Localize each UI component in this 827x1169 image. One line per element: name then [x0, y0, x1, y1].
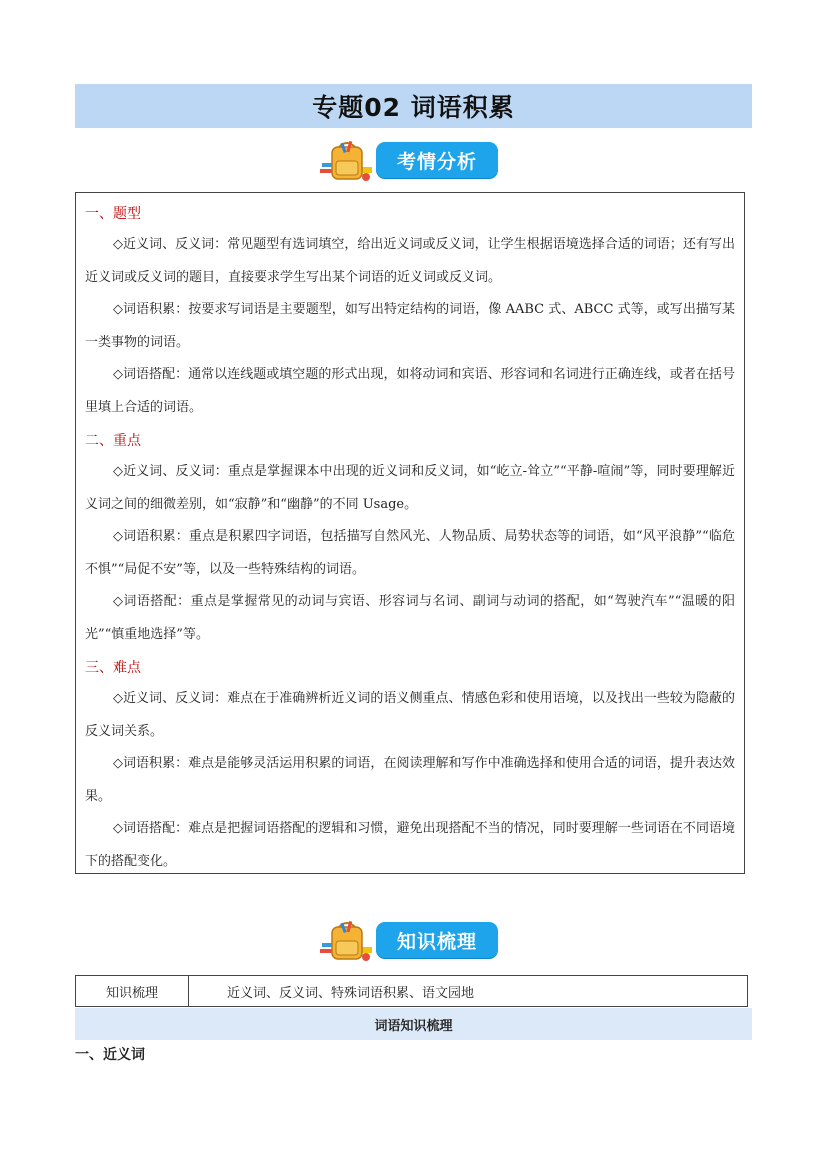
- paragraph: [85, 294, 735, 359]
- paragraph: [85, 683, 735, 748]
- paragraph-label: ◇词语搭配：: [113, 367, 189, 382]
- paragraph: [85, 521, 735, 586]
- title-bar: [75, 84, 752, 128]
- paragraph-label: ◇词语积累：: [113, 302, 189, 317]
- section-title: 三、难点: [85, 660, 141, 676]
- paragraph-label: ◇词语搭配：: [113, 821, 189, 836]
- summary-table: [75, 975, 748, 1007]
- sub-section-title: 一、近义词: [75, 1047, 145, 1063]
- paragraph-text: 难点是能够灵活运用积累的词语，在阅读理解和写作中准确选择和使用合适的词语，提升表达效果。: [85, 756, 735, 804]
- schoolbag-icon: [318, 919, 374, 963]
- paragraph-text: 通常以连线题或填空题的形式出现，如将动词和宾语、形容词和名词进行正确连线，或者在括号里填上合适的词语。: [85, 367, 735, 415]
- paragraph-label: ◇词语积累：: [113, 756, 189, 771]
- sub-section-bar: 词语知识梳理: [75, 1008, 752, 1040]
- analysis-box: [75, 192, 745, 874]
- section-title: 一、题型: [85, 206, 141, 222]
- paragraph-text: 常见题型有选词填空，给出近义词或反义词，让学生根据语境选择合适的词语；还有写出近义词或反义词的题目，直接要求学生写出某个词语的近义词或反义词。: [85, 237, 735, 285]
- paragraph-label: ◇近义词、反义词：: [113, 464, 228, 479]
- paragraph: [85, 229, 735, 294]
- paragraph-label: ◇近义词、反义词：: [113, 237, 228, 252]
- section-pill-knowledge: 知识梳理: [376, 922, 498, 958]
- paragraph: [85, 359, 735, 424]
- paragraph-text: 重点是积累四字词语，包括描写自然风光、人物品质、局势状态等的词语，如“风平浪静”“临危不惧”“局促不安”等，以及一些特殊结构的词语。: [85, 529, 735, 577]
- paragraph-label: ◇词语积累：: [113, 529, 189, 544]
- section-heading-knowledge: [318, 917, 502, 965]
- schoolbag-icon: [318, 139, 374, 183]
- paragraph-text: 重点是掌握课本中出现的近义词和反义词，如“屹立-耸立”“平静-喧闹”等，同时要理解近义词之间的细微差别，如“寂静”和“幽静”的不同 Usage。: [85, 464, 736, 512]
- page-title: 专题02 词语积累: [312, 93, 515, 122]
- paragraph-label: ◇词语搭配：: [113, 594, 191, 609]
- paragraph: [85, 586, 735, 651]
- paragraph-text: 难点在于准确辨析近义词的语义侧重点、情感色彩和使用语境，以及找出一些较为隐蔽的反义词关系。: [85, 691, 735, 739]
- paragraph-label: ◇近义词、反义词：: [113, 691, 228, 706]
- paragraph-text: 难点是把握词语搭配的逻辑和习惯，避免出现搭配不当的情况，同时要理解一些词语在不同语境下的搭配变化。: [85, 821, 735, 869]
- paragraph: [85, 456, 735, 521]
- section-heading-analysis: [318, 137, 502, 185]
- section-pill-analysis: 考情分析: [376, 142, 498, 178]
- summary-label: 知识梳理: [76, 976, 189, 1006]
- paragraph: [85, 748, 735, 813]
- section-title: 二、重点: [85, 433, 141, 449]
- paragraph: [85, 813, 735, 878]
- paragraph-text: 重点是掌握常见的动词与宾语、形容词与名词、副词与动词的搭配，如“驾驶汽车”“温暖的阳光”“慎重地选择”等。: [85, 594, 735, 642]
- summary-value: 近义词、反义词、特殊词语积累、语文园地: [227, 985, 475, 1001]
- paragraph-text: 按要求写词语是主要题型，如写出特定结构的词语，像 AABC 式、ABCC 式等，或写出描写某一类事物的词语。: [85, 302, 735, 350]
